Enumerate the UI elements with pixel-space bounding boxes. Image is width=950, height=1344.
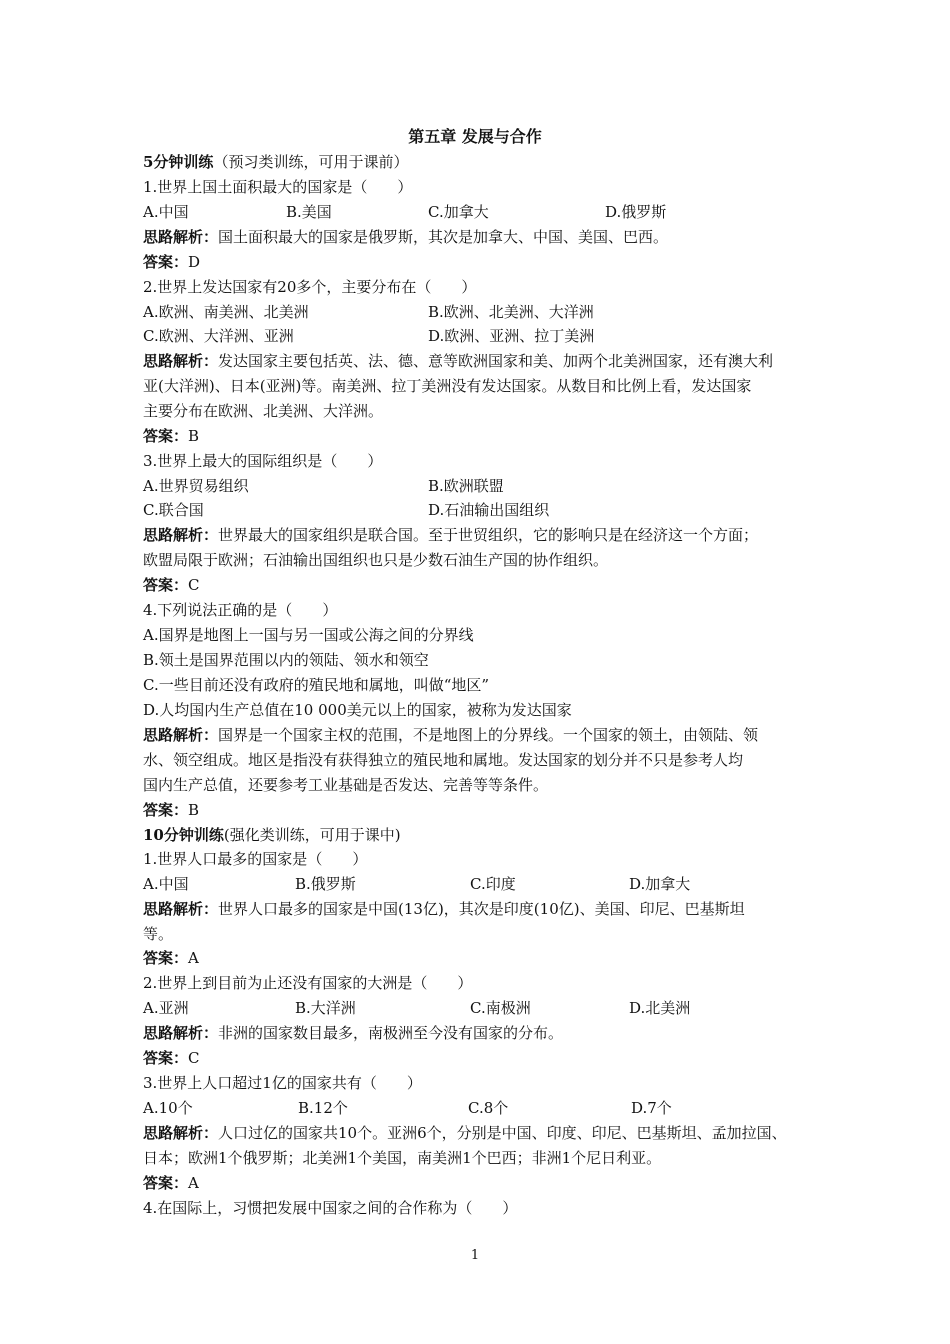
- option-d: D.人均国内生产总值在10 000美元以上的国家，被称为发达国家: [143, 701, 572, 719]
- answer-value: C: [188, 1049, 200, 1067]
- option-b: B.领土是国界范围以内的领陆、领水和领空: [143, 651, 429, 669]
- analysis: [143, 349, 823, 373]
- option-a: A.中国: [143, 875, 189, 893]
- option-d: D.欧洲、亚洲、拉丁美洲: [428, 327, 595, 345]
- analysis-text: 人口过亿的国家共10个。亚洲6个，分别是中国、印度、印尼、巴基斯坦、孟加拉国、: [218, 1124, 787, 1142]
- option-a: A.中国: [143, 203, 189, 221]
- answer-value: C: [188, 576, 200, 594]
- answer-label: 答案：: [143, 427, 189, 445]
- analysis-continued: 主要分布在欧洲、北美洲、大洋洲。: [143, 402, 384, 420]
- option-c: C.加拿大: [428, 203, 489, 221]
- section-heading-note: (强化类训练，可用于课中): [223, 826, 401, 844]
- question-stem: 4.在国际上，习惯把发展中国家之间的合作称为（ ）: [143, 1199, 518, 1217]
- analysis-text: 世界最大的国家组织是联合国。至于世贸组织，它的影响只是在经济这一个方面；: [218, 526, 759, 544]
- question-stem: 3.世界上最大的国际组织是（ ）: [143, 452, 383, 470]
- analysis-continued: 水、领空组成。地区是指没有获得独立的殖民地和属地。发达国家的划分并不只是参考人均: [143, 751, 744, 769]
- section-heading-label: 5分钟训练: [143, 153, 214, 171]
- analysis-label: 思路解析：: [143, 228, 219, 246]
- option-b: B.俄罗斯: [295, 875, 356, 893]
- answer: [143, 1171, 823, 1195]
- question-stem: 1.世界上国土面积最大的国家是（ ）: [143, 178, 413, 196]
- analysis-continued: 亚(大洋洲)、日本(亚洲)等。南美洲、拉丁美洲没有发达国家。从数目和比例上看，发达国家: [143, 377, 752, 395]
- option-d: D.俄罗斯: [605, 203, 667, 221]
- section-heading: [143, 823, 823, 847]
- option-a: A.世界贸易组织: [143, 477, 249, 495]
- answer: [143, 250, 823, 274]
- analysis: [143, 897, 823, 921]
- analysis: [143, 523, 823, 547]
- option-b: B.大洋洲: [295, 999, 356, 1017]
- option-c: C.欧洲、大洋洲、亚洲: [143, 327, 294, 345]
- analysis: [143, 225, 823, 249]
- question-stem: 2.世界上到目前为止还没有国家的大洲是（ ）: [143, 974, 473, 992]
- question-stem: 2.世界上发达国家有20多个，主要分布在（ ）: [143, 278, 477, 296]
- option-c: C.印度: [470, 875, 516, 893]
- answer-label: 答案：: [143, 576, 189, 594]
- section-heading-label: 10分钟训练: [143, 826, 224, 844]
- answer-value: D: [188, 253, 201, 271]
- option-b: B.美国: [286, 203, 332, 221]
- option-d: D.7个: [631, 1099, 672, 1117]
- analysis-label: 思路解析：: [143, 726, 219, 744]
- answer: [143, 1046, 823, 1070]
- option-b: B.欧洲、北美洲、大洋洲: [428, 303, 594, 321]
- answer: [143, 798, 823, 822]
- answer: [143, 573, 823, 597]
- answer-label: 答案：: [143, 1174, 189, 1192]
- section-heading: [143, 150, 823, 174]
- answer-value: B: [188, 427, 200, 445]
- question-stem: 1.世界人口最多的国家是（ ）: [143, 850, 368, 868]
- option-c: C.联合国: [143, 501, 204, 519]
- answer-label: 答案：: [143, 253, 189, 271]
- option-c: C.南极洲: [470, 999, 531, 1017]
- answer-label: 答案：: [143, 801, 189, 819]
- analysis: [143, 723, 823, 747]
- option-d: D.北美洲: [629, 999, 691, 1017]
- analysis-continued: 日本；欧洲1个俄罗斯；北美洲1个美国，南美洲1个巴西；非洲1个尼日利亚。: [143, 1149, 662, 1167]
- question-stem: 3.世界上人口超过1亿的国家共有（ ）: [143, 1074, 422, 1092]
- analysis-text: 国土面积最大的国家是俄罗斯，其次是加拿大、中国、美国、巴西。: [218, 228, 669, 246]
- question-stem: 4.下列说法正确的是（ ）: [143, 601, 338, 619]
- page-number: 1: [470, 1248, 480, 1263]
- analysis: [143, 1121, 823, 1145]
- chapter-title: 第五章 发展与合作: [408, 127, 542, 146]
- answer-label: 答案：: [143, 1049, 189, 1067]
- analysis-text: 世界人口最多的国家是中国(13亿)，其次是印度(10亿)、美国、印尼、巴基斯坦: [218, 900, 745, 918]
- answer-value: A: [188, 949, 199, 967]
- analysis-label: 思路解析：: [143, 1124, 219, 1142]
- analysis-label: 思路解析：: [143, 900, 219, 918]
- analysis-text: 发达国家主要包括英、法、德、意等欧洲国家和美、加两个北美洲国家，还有澳大利: [218, 352, 774, 370]
- analysis-label: 思路解析：: [143, 526, 219, 544]
- analysis-label: 思路解析：: [143, 1024, 219, 1042]
- analysis-continued: 等。: [143, 925, 174, 943]
- option-d: D.石油输出国组织: [428, 501, 550, 519]
- option-c: C.一些目前还没有政府的殖民地和属地，叫做“地区”: [143, 676, 490, 694]
- analysis-continued: 欧盟局限于欧洲；石油输出国组织也只是少数石油生产国的协作组织。: [143, 551, 609, 569]
- option-c: C.8个: [468, 1099, 509, 1117]
- option-b: B.欧洲联盟: [428, 477, 504, 495]
- answer-label: 答案：: [143, 949, 189, 967]
- analysis-text: 非洲的国家数目最多，南极洲至今没有国家的分布。: [218, 1024, 564, 1042]
- answer: [143, 424, 823, 448]
- analysis-label: 思路解析：: [143, 352, 219, 370]
- analysis: [143, 1021, 823, 1045]
- analysis-continued: 国内生产总值，还要参考工业基础是否发达、完善等等条件。: [143, 776, 549, 794]
- answer-value: B: [188, 801, 200, 819]
- option-a: A.10个: [143, 1099, 193, 1117]
- answer: [143, 946, 823, 970]
- section-heading-note: （预习类训练，可用于课前）: [213, 153, 409, 171]
- option-a: A.国界是地图上一国与另一国或公海之间的分界线: [143, 626, 474, 644]
- option-b: B.12个: [298, 1099, 348, 1117]
- option-a: A.欧洲、南美洲、北美洲: [143, 303, 309, 321]
- option-d: D.加拿大: [629, 875, 691, 893]
- option-a: A.亚洲: [143, 999, 189, 1017]
- analysis-text: 国界是一个国家主权的范围，不是地图上的分界线。一个国家的领土，由领陆、领: [218, 726, 759, 744]
- answer-value: A: [188, 1174, 199, 1192]
